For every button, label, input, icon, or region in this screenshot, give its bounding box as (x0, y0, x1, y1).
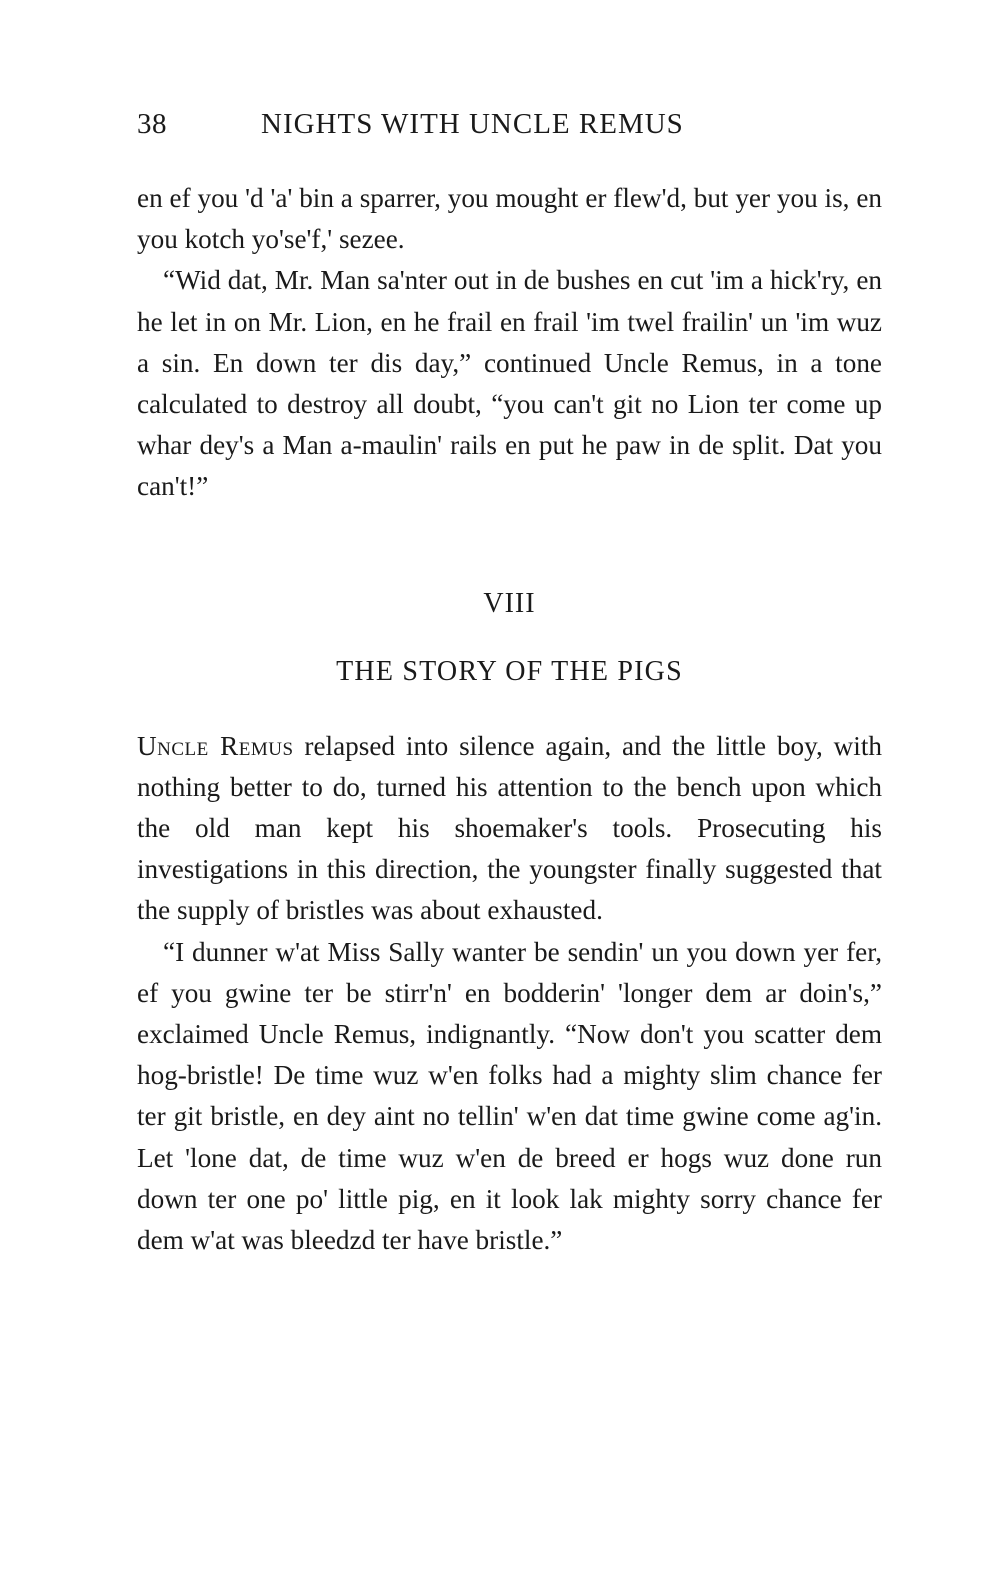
opening-small-caps: Uncle Remus (137, 730, 294, 761)
book-page (137, 108, 882, 1261)
running-title: NIGHTS WITH UNCLE REMUS (261, 108, 684, 140)
story-end-paragraph-1: en ef you 'd 'a' bin a sparrer, you mought er flew'd, but yer you is, en you kotch yo'se'f,' sezee. (137, 183, 882, 255)
chapter-number: VIII (483, 587, 536, 619)
chapter-paragraph-1 (137, 726, 882, 932)
chapter-paragraph-2: “I dunner w'at Miss Sally wanter be sendin' un you down yer fer, ef you gwine ter be stirr'n' en bodderin' 'longer dem ar doin's,” exclaimed Uncle Remus, indignantly. “Now don't you scatter dem hog-bristle! De time wuz w'en folks had a mighty slim chance fer ter git bristle, en dey aint no tellin' w'en dat time gwine come ag'in. Let 'lone dat, de time wuz w'en de breed er hogs wuz done run down ter one po' little pig, en it look lak mighty sorry chance fer dem w'at was bleedzd ter have bristle.” (137, 936, 882, 1256)
story-end-paragraph-2: “Wid dat, Mr. Man sa'nter out in de bushes en cut 'im a hick'ry, en he let in on Mr. Lion, en he frail en frail 'im twel frailin' un 'im wuz a sin. En down ter dis day,” continued Uncle Remus, in a tone calculated to destroy all doubt, “you can't git no Lion ter come up whar dey's a Man a-maulin' rails en put he paw in de split. Dat you can't!” (137, 265, 882, 502)
chapter-paragraph-1-text: relapsed into silence again, and the little boy, with nothing better to do, turned his attention to the bench upon which the old man kept his shoemaker's tools. Prosecuting his investigations in this direction, the youngster finally suggested that the supply of bristles was about exhausted. (137, 730, 882, 926)
chapter-title: THE STORY OF THE PIGS (336, 655, 683, 687)
running-head (137, 108, 882, 150)
page-number: 38 (137, 108, 167, 140)
